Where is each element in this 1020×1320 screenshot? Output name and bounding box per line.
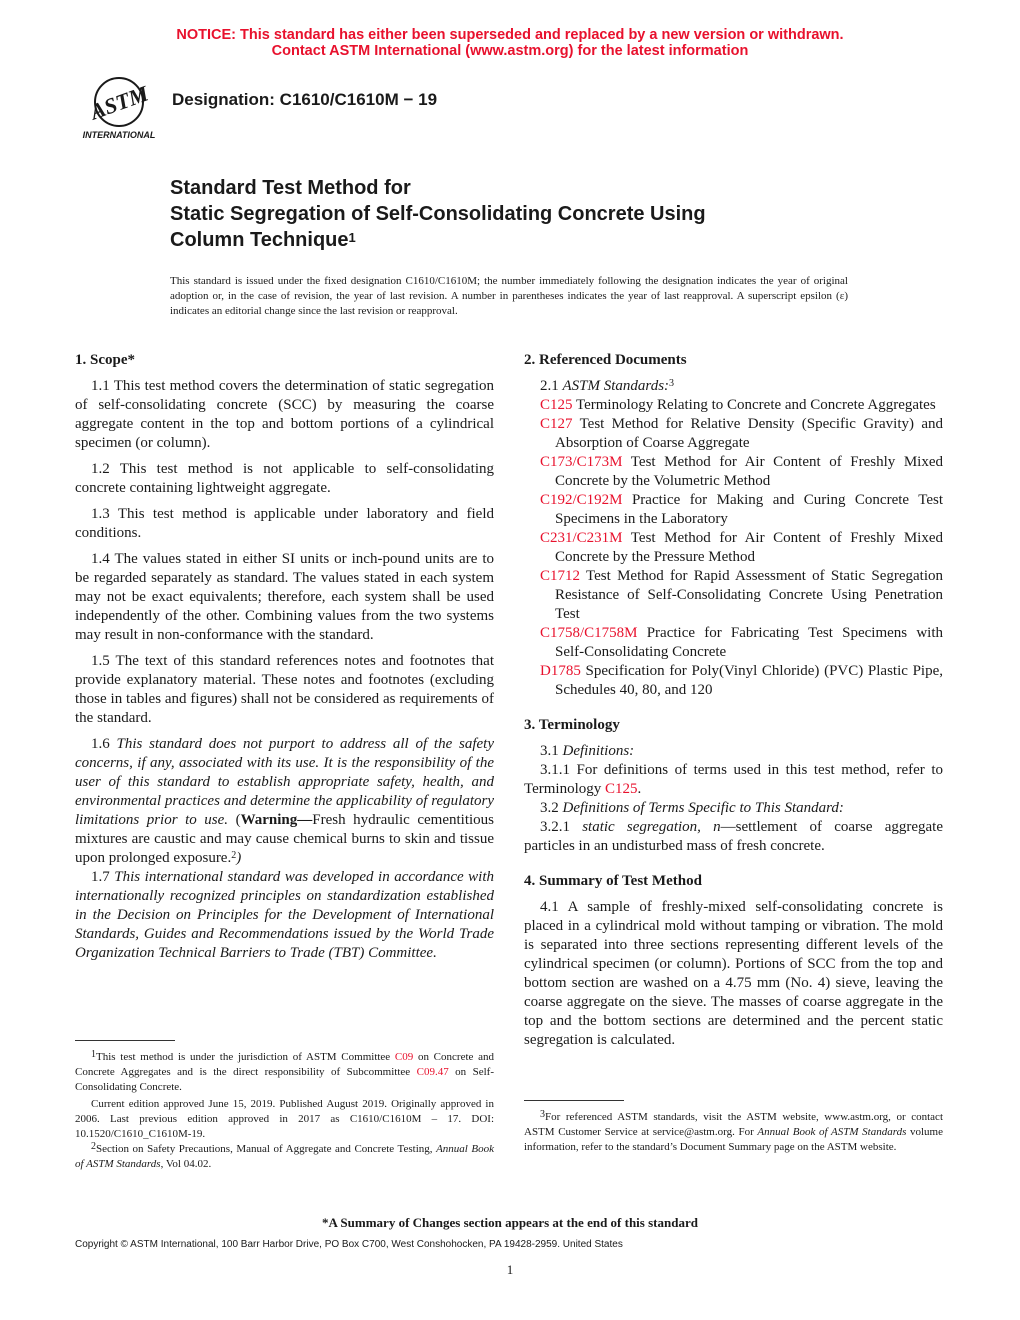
copyright: Copyright © ASTM International, 100 Barr Harbor Drive, PO Box C700, West Conshohocken, PA 19428-2959. United States xyxy=(75,1239,623,1250)
issued-statement: This standard is issued under the fixed designation C1610/C1610M; the number immediately following the designation indicates the year of original adoption or, in the case of revision, the year of last revision. A number in parentheses indicates the year of last reapproval. A superscript epsilon (ε) indicates an editorial change since the last revision or reapproval. xyxy=(170,275,848,317)
link-c09[interactable]: C09 xyxy=(394,1051,414,1063)
scope-heading: 1. Scope* xyxy=(75,352,135,368)
document-title xyxy=(170,175,706,253)
para-3-2: 3.2 Definitions of Terms Specific to This Standard: xyxy=(540,800,844,816)
right-column xyxy=(524,351,943,1050)
title-footnote-mark: 1 xyxy=(348,230,356,245)
footnote-rule xyxy=(75,1040,175,1041)
para-3-2-1: 3.2.1 static segregation, n—settlement of coarse aggregate particles in an undisturbed mass of fresh concrete. xyxy=(524,819,943,854)
notice-banner xyxy=(0,27,1020,59)
referenced-link[interactable]: D1785 xyxy=(540,663,581,679)
referenced-item xyxy=(524,529,943,567)
footnote-3: $^3$For referenced ASTM standards, visit the ASTM website, www.astm.org, or contact ASTM Customer Service at service@astm.org. For Annual Book of ASTM Standards volume information, refer to the standard’s Document Summary page on the ASTM website. xyxy=(524,1109,943,1153)
referenced-list xyxy=(524,396,943,700)
referenced-item xyxy=(524,415,943,453)
summary-of-changes-note: *A Summary of Changes section appears at the end of this standard xyxy=(322,1215,698,1230)
footnote-1-edition: Current edition approved June 15, 2019. Published August 2019. Originally approved in 2006. Last previous edition approved in 2017 as C1610/C1610M – 17. DOI: 10.1520/C1610_C1610M-19. xyxy=(75,1098,494,1140)
referenced-link[interactable]: C125 xyxy=(540,397,573,413)
link-c09-47[interactable]: C09.47 xyxy=(416,1066,449,1078)
notice-line-1: NOTICE: This standard has either been superseded and replaced by a new version or withdrawn. xyxy=(176,27,844,43)
referenced-item xyxy=(524,567,943,624)
referenced-title: Terminology Relating to Concrete and Concrete Aggregates xyxy=(572,397,936,413)
referenced-item xyxy=(524,396,943,415)
left-footnotes xyxy=(75,1040,494,1172)
referenced-title: Test Method for Air Content of Freshly Mixed Concrete by the Pressure Method xyxy=(555,530,943,565)
referenced-link[interactable]: C231/C231M xyxy=(540,530,623,546)
referenced-item xyxy=(524,491,943,529)
para-2-1: 2.1 ASTM Standards:$^3$ xyxy=(540,378,675,394)
title-line-2: Static Segregation of Self-Consolidating Concrete Using xyxy=(170,203,706,225)
footnote-1: $^1$This test method is under the jurisdiction of ASTM Committee C09 on Concrete and Concrete Aggregates and is the direct responsibility of Subcommittee C09.47 on Self-Consolidating Concrete. xyxy=(75,1049,495,1093)
para-1-4: 1.4 The values stated in either SI units or inch-pound units are to be regarded separately as standard. The values stated in each system may not be exact equivalents; therefore, each system shall be used independently of the other. Combining values from the two systems may result in non-conformance with the standard. xyxy=(75,551,494,643)
referenced-link[interactable]: C173/C173M xyxy=(540,454,623,470)
left-column xyxy=(75,351,494,963)
referenced-title: Test Method for Rapid Assessment of Static Segregation Resistance of Self-Consolidating Concrete Using Penetration Test xyxy=(555,568,943,622)
para-1-5: 1.5 The text of this standard references notes and footnotes that provide explanatory material. These notes and footnotes (excluding those in tables and figures) shall not be considered as requirements of the standard. xyxy=(75,653,494,726)
summary-method-heading: 4. Summary of Test Method xyxy=(524,873,702,889)
referenced-link[interactable]: C192/C192M xyxy=(540,492,623,508)
referenced-item xyxy=(524,662,943,700)
terminology-heading: 3. Terminology xyxy=(524,717,620,733)
referenced-heading: 2. Referenced Documents xyxy=(524,352,687,368)
para-4-1: 4.1 A sample of freshly-mixed self-consolidating concrete is placed in a cylindrical mold without tamping or vibration. The mold is separated into three sections representing different levels of the cylindrical specimen (or column). Portions of SCC from the top and bottom section are washed on a 4.75 mm (No. 4) sieve, leaving the coarse aggregate on the sieve. The masses of coarse aggregate in the top and the bottom sections are determined and the percent static segregation is calculated. xyxy=(524,899,943,1048)
para-1-3: 1.3 This test method is applicable under laboratory and field conditions. xyxy=(75,506,494,541)
referenced-title: Practice for Fabricating Test Specimens with Self-Consolidating Concrete xyxy=(555,625,943,660)
referenced-link[interactable]: C1758/C1758M xyxy=(540,625,638,641)
referenced-title: Test Method for Air Content of Freshly Mixed Concrete by the Volumetric Method xyxy=(555,454,943,489)
para-1-7: 1.7 This international standard was developed in accordance with internationally recognized principles on standardization established in the Decision on Principles for the Development of International Standards, Guides and Recommendations issued by the World Trade Organization Technical Barriers to Trade (TBT) Committee. xyxy=(75,869,494,961)
referenced-link[interactable]: C1712 xyxy=(540,568,581,584)
para-1-2: 1.2 This test method is not applicable to self-consolidating concrete containing lightweight aggregate. xyxy=(75,461,494,496)
notice-line-2: Contact ASTM International (www.astm.org) for the latest information xyxy=(271,43,749,59)
referenced-item xyxy=(524,453,943,491)
warning-label: Warning— xyxy=(240,812,313,828)
referenced-item xyxy=(524,624,943,662)
designation: Designation: C1610/C1610M − 19 xyxy=(172,90,438,109)
footnote-ref-2: 2 xyxy=(231,850,237,861)
logo-subtext: INTERNATIONAL xyxy=(82,130,156,140)
referenced-link[interactable]: C127 xyxy=(540,416,573,432)
astm-logo xyxy=(74,70,164,144)
para-3-1-1: 3.1.1 For definitions of terms used in this test method, refer to Terminology C125. xyxy=(524,762,943,797)
referenced-title: Specification for Poly(Vinyl Chloride) (PVC) Plastic Pipe, Schedules 40, 80, and 120 xyxy=(555,663,943,698)
para-1-1: 1.1 This test method covers the determination of static segregation of self-consolidating concrete (SCC) by measuring the coarse aggregate content in the top and bottom portions of a cylindrical specimen (or column). xyxy=(75,378,494,451)
right-footnotes xyxy=(524,1100,943,1155)
referenced-title: Test Method for Relative Density (Specific Gravity) and Absorption of Coarse Aggregate xyxy=(555,416,943,451)
para-1-6: 1.6 This standard does not purport to address all of the safety concerns, if any, associated with its use. It is the responsibility of the user of this standard to establish appropriate safety, health, and environmental practices and determine the applicability of regulatory limitations prior to use. (Warning—Fresh hydraulic cementitious mixtures are caustic and may cause chemical burns to skin and tissue upon prolonged exposure.$^2$) xyxy=(75,736,495,866)
para-3-1: 3.1 Definitions: xyxy=(540,743,635,759)
logo-text: ASTM xyxy=(86,80,152,125)
footnote-rule-right xyxy=(524,1100,624,1101)
link-c125-terminology[interactable]: C125 xyxy=(605,781,638,797)
title-line-3: Column Technique$^1$ xyxy=(170,229,356,251)
title-line-1: Standard Test Method for xyxy=(170,177,411,199)
page-number: 1 xyxy=(506,1262,514,1277)
referenced-title: Practice for Making and Curing Concrete Test Specimens in the Laboratory xyxy=(555,492,943,527)
footnote-2: $^2$Section on Safety Precautions, Manual of Aggregate and Concrete Testing, Annual Book of ASTM Standards, Vol 04.02. xyxy=(75,1141,494,1170)
